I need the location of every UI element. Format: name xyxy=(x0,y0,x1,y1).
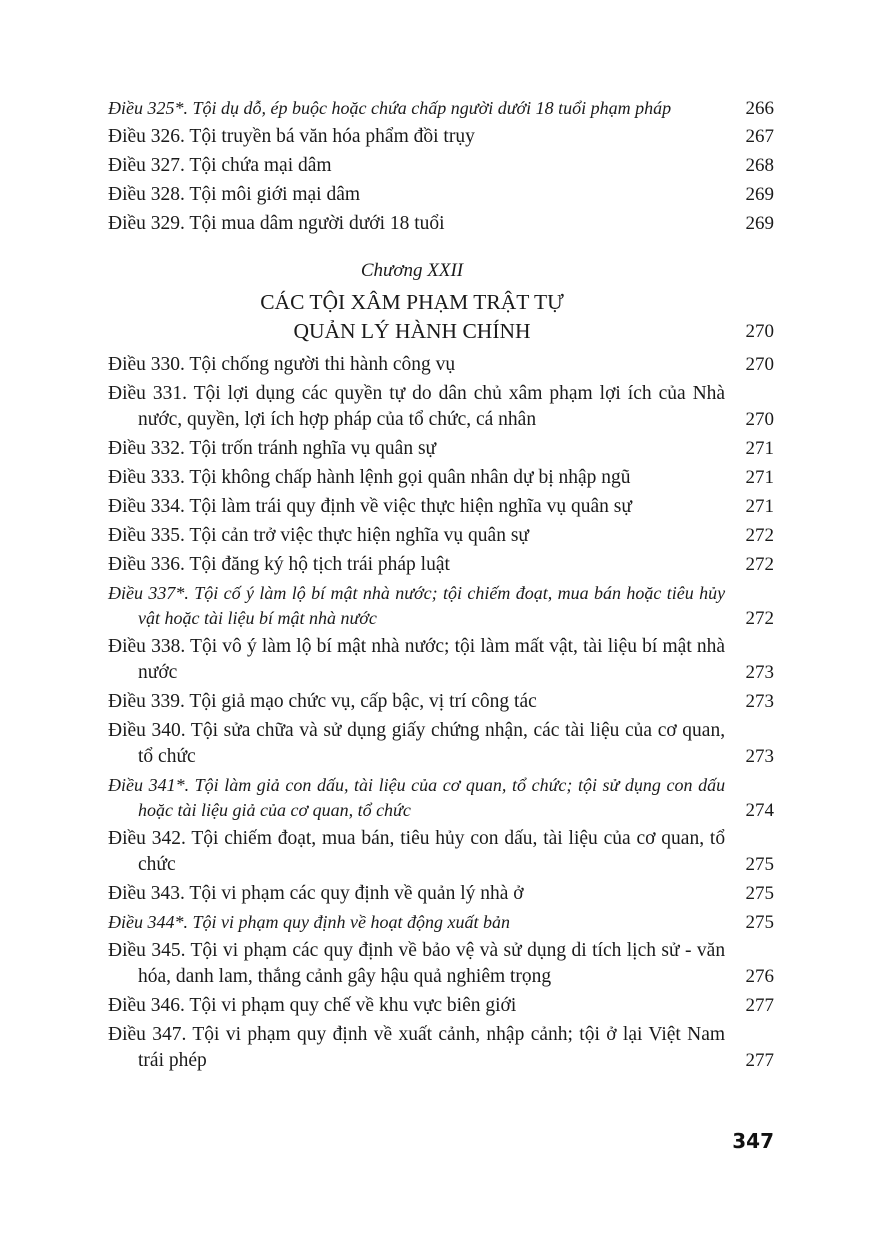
toc-entry xyxy=(108,634,774,686)
toc-entry xyxy=(108,881,774,907)
toc-entry-page: 275 xyxy=(745,912,774,933)
page-folio: 347 xyxy=(732,1129,774,1153)
toc-entry xyxy=(108,523,774,549)
toc-entry-title: Điều 347. Tội vi phạm quy định về xuất cảnh, nhập cảnh; tội ở lại Việt Nam trái phép xyxy=(108,1024,726,1071)
toc-entry-page: 277 xyxy=(745,1050,774,1071)
toc-entry xyxy=(108,938,774,990)
toc-entry xyxy=(108,381,774,433)
toc-entry-title: Điều 345. Tội vi phạm các quy định về bảo vệ và sử dụng di tích lịch sử - văn hóa, danh lam, thắng cảnh gây hậu quả nghiêm trọng xyxy=(108,940,726,987)
toc-entry-title: Điều 342. Tội chiếm đoạt, mua bán, tiêu hủy con dấu, tài liệu của cơ quan, tổ chức xyxy=(108,828,726,875)
toc-entry-page: 273 xyxy=(745,691,774,712)
toc-entry xyxy=(108,581,774,631)
toc-entry-title: Điều 340. Tội sửa chữa và sử dụng giấy chứng nhận, các tài liệu của cơ quan, tổ chức xyxy=(108,720,726,767)
toc-entry-title: Điều 332. Tội trốn tránh nghĩa vụ quân sự xyxy=(108,438,437,459)
toc-entry-page: 268 xyxy=(745,155,774,176)
chapter-page-number: 270 xyxy=(745,321,774,342)
toc-entry-title: Điều 339. Tội giả mạo chức vụ, cấp bậc, vị trí công tác xyxy=(108,691,537,712)
toc-entry-title: Điều 338. Tội vô ý làm lộ bí mật nhà nước; tội làm mất vật, tài liệu bí mật nhà nước xyxy=(108,636,726,683)
toc-entry-page: 275 xyxy=(745,854,774,875)
toc-entry-page: 271 xyxy=(745,496,774,517)
toc-entry-title: Điều 327. Tội chứa mại dâm xyxy=(108,155,332,176)
chapter-title-line-2: QUẢN LÝ HÀNH CHÍNH xyxy=(293,319,531,343)
chapter-title xyxy=(108,288,716,346)
toc-list-before xyxy=(108,96,774,237)
toc-entry-page: 274 xyxy=(745,800,774,821)
toc-entry-title: Điều 330. Tội chống người thi hành công vụ xyxy=(108,354,456,375)
toc-entry-title: Điều 346. Tội vi phạm quy chế về khu vực biên giới xyxy=(108,995,517,1016)
toc-entry xyxy=(108,436,774,462)
toc-entry-page: 273 xyxy=(745,662,774,683)
toc-entry-page: 272 xyxy=(745,525,774,546)
toc-entry-page: 270 xyxy=(745,354,774,375)
toc-entry-page: 276 xyxy=(745,966,774,987)
toc-entry-title: Điều 336. Tội đăng ký hộ tịch trái pháp luật xyxy=(108,554,450,575)
toc-entry-page: 271 xyxy=(745,438,774,459)
toc-entry xyxy=(108,552,774,578)
chapter-title-line-1: CÁC TỘI XÂM PHẠM TRẬT TỰ xyxy=(260,290,564,314)
toc-entry-title: Điều 328. Tội môi giới mại dâm xyxy=(108,184,361,205)
toc-entry xyxy=(108,826,774,878)
toc-entry-page: 272 xyxy=(745,554,774,575)
toc-entry-page: 271 xyxy=(745,467,774,488)
toc-entry-page: 272 xyxy=(745,608,774,629)
toc-entry-title: Điều 325*. Tội dụ dỗ, ép buộc hoặc chứa chấp người dưới 18 tuổi phạm pháp xyxy=(108,98,672,118)
chapter-label: Chương XXII xyxy=(360,260,464,281)
toc-entry-title: Điều 335. Tội cản trở việc thực hiện nghĩa vụ quân sự xyxy=(108,525,529,546)
toc-entry xyxy=(108,1022,774,1074)
toc-entry xyxy=(108,465,774,491)
chapter-heading xyxy=(108,288,774,346)
toc-entry-title: Điều 337*. Tội cố ý làm lộ bí mật nhà nước; tội chiếm đoạt, mua bán hoặc tiêu hủy vật hoặc tài liệu bí mật nhà nước xyxy=(108,583,726,628)
toc-entry xyxy=(108,211,774,237)
toc-entry xyxy=(108,494,774,520)
toc-entry-page: 270 xyxy=(745,409,774,430)
toc-entry-page: 267 xyxy=(745,126,774,147)
toc-entry xyxy=(108,182,774,208)
toc-entry-title: Điều 329. Tội mua dâm người dưới 18 tuổi xyxy=(108,213,445,234)
toc-entry-page: 269 xyxy=(745,213,774,234)
toc-entry xyxy=(108,352,774,378)
toc-entry xyxy=(108,993,774,1019)
toc-entry-page: 273 xyxy=(745,746,774,767)
toc-entry-title: Điều 344*. Tội vi phạm quy định về hoạt động xuất bản xyxy=(108,912,510,932)
toc-entry-page: 269 xyxy=(745,184,774,205)
toc-entry-title: Điều 331. Tội lợi dụng các quyền tự do dân chủ xâm phạm lợi ích của Nhà nước, quyền, lợi ích hợp pháp của tổ chức, cá nhân xyxy=(108,383,726,430)
toc-entry xyxy=(108,910,774,935)
toc-entry-page: 277 xyxy=(745,995,774,1016)
toc-entry xyxy=(108,96,774,121)
table-of-contents xyxy=(108,96,774,1077)
toc-entry xyxy=(108,689,774,715)
toc-entry-title: Điều 326. Tội truyền bá văn hóa phẩm đồi trụy xyxy=(108,126,475,147)
toc-entry xyxy=(108,718,774,770)
toc-entry-page: 275 xyxy=(745,883,774,904)
toc-entry xyxy=(108,153,774,179)
toc-entry-page: 266 xyxy=(745,98,774,119)
toc-entry-title: Điều 343. Tội vi phạm các quy định về quản lý nhà ở xyxy=(108,883,524,904)
toc-entry xyxy=(108,124,774,150)
toc-entry-title: Điều 333. Tội không chấp hành lệnh gọi quân nhân dự bị nhập ngũ xyxy=(108,467,631,488)
toc-entry-title: Điều 334. Tội làm trái quy định về việc thực hiện nghĩa vụ quân sự xyxy=(108,496,632,517)
toc-entry-title: Điều 341*. Tội làm giả con dấu, tài liệu của cơ quan, tổ chức; tội sử dụng con dấu hoặc tài liệu giả của cơ quan, tổ chức xyxy=(108,775,726,820)
toc-entry xyxy=(108,773,774,823)
toc-list-after xyxy=(108,352,774,1074)
